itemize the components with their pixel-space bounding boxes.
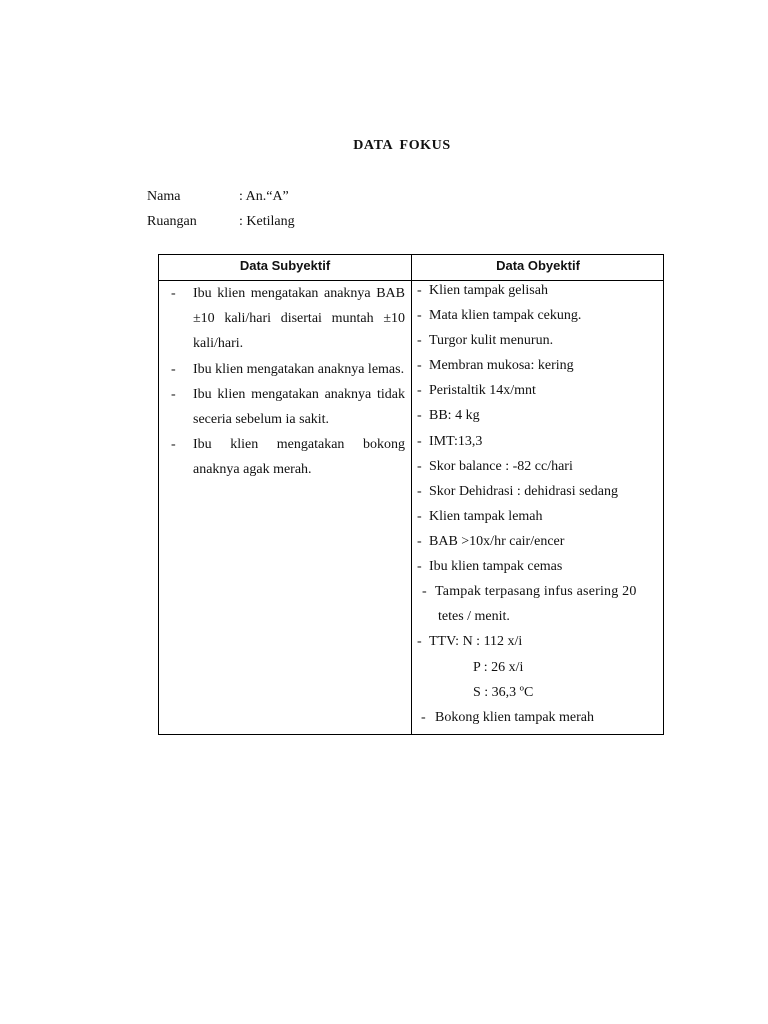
patient-room-label: Ruangan xyxy=(147,214,197,229)
objective-item xyxy=(417,433,482,451)
objective-text: Bokong klien tampak merah xyxy=(435,710,595,725)
bullet-dash: - xyxy=(171,361,176,377)
objective-text: P : 26 x/i xyxy=(473,660,524,675)
objective-item xyxy=(417,282,548,300)
header-objective: Data Obyektif xyxy=(496,258,580,273)
objective-item xyxy=(417,558,562,576)
bullet-dash: - xyxy=(417,634,422,649)
objective-text: BB: 4 kg xyxy=(429,408,480,423)
objective-text: Turgor kulit menurun. xyxy=(429,333,554,348)
bullet-dash: - xyxy=(417,459,422,474)
bullet-dash: - xyxy=(171,437,176,453)
objective-item xyxy=(417,508,543,526)
objective-text: tetes / menit. xyxy=(438,609,510,624)
bullet-dash: - xyxy=(417,333,422,348)
objective-text: Tampak terpasang infus asering 20 xyxy=(435,584,637,599)
column-divider xyxy=(411,255,412,734)
bullet-dash: - xyxy=(171,286,176,301)
bullet-dash: - xyxy=(417,534,422,549)
objective-text: Skor balance : -82 cc/hari xyxy=(429,459,573,474)
objective-text: IMT:13,3 xyxy=(429,434,483,449)
document-title: DATA FOKUS xyxy=(353,138,451,153)
objective-text: Klien tampak gelisah xyxy=(429,283,548,298)
vital-sign-pulse xyxy=(473,659,523,677)
bullet-dash: - xyxy=(417,434,422,449)
data-table xyxy=(158,254,664,735)
objective-item xyxy=(417,483,618,501)
bullet-dash: - xyxy=(417,283,422,298)
patient-name-label: Nama xyxy=(147,189,181,204)
bullet-dash: - xyxy=(422,584,427,599)
subjective-text: Ibu klien mengatakan anaknya tidak seceria sebelum ia sakit. xyxy=(193,386,405,428)
objective-item xyxy=(421,709,594,727)
subjective-item xyxy=(171,281,405,357)
bullet-dash: - xyxy=(421,710,426,725)
objective-text: Skor Dehidrasi : dehidrasi sedang xyxy=(429,484,618,499)
objective-text: Mata klien tampak cekung. xyxy=(429,308,582,323)
subjective-item xyxy=(171,432,405,482)
bullet-dash: - xyxy=(417,308,422,323)
objective-item xyxy=(417,533,564,551)
objective-item xyxy=(417,357,574,375)
objective-text: Klien tampak lemah xyxy=(429,509,543,524)
bullet-dash: - xyxy=(417,408,422,423)
objective-text: S : 36,3 ºC xyxy=(473,685,534,700)
bullet-dash: - xyxy=(417,358,422,373)
objective-text: TTV: N : 112 x/i xyxy=(429,634,523,649)
subjective-text: Ibu klien mengatakan anaknya lemas. xyxy=(193,361,405,377)
bullet-dash: - xyxy=(417,484,422,499)
bullet-dash: - xyxy=(171,386,176,402)
patient-room-row xyxy=(147,213,295,231)
patient-name-row xyxy=(147,188,289,206)
header-subjective: Data Subyektif xyxy=(239,258,331,273)
subjective-item xyxy=(171,382,405,432)
objective-text: BAB >10x/hr cair/encer xyxy=(429,534,565,549)
objective-item xyxy=(422,583,637,601)
subjective-text: Ibu klien mengatakan anaknya BAB ±10 kali/hari disertai muntah ±10 kali/hari. xyxy=(193,286,405,352)
subjective-item xyxy=(171,357,405,382)
objective-item xyxy=(417,633,522,651)
bullet-dash: - xyxy=(417,383,422,398)
objective-item xyxy=(417,332,553,350)
objective-item xyxy=(417,382,536,400)
objective-text: Membran mukosa: kering xyxy=(429,358,574,373)
objective-text: Ibu klien tampak cemas xyxy=(429,559,563,574)
objective-item-continuation xyxy=(438,608,510,626)
bullet-dash: - xyxy=(417,509,422,524)
objective-text: Peristaltik 14x/mnt xyxy=(429,383,536,398)
subjective-list xyxy=(171,281,405,483)
vital-sign-temperature xyxy=(473,684,533,702)
objective-item xyxy=(417,407,480,425)
objective-item xyxy=(417,307,581,325)
patient-name-value: : An.“A” xyxy=(239,189,289,204)
subjective-text: Ibu klien mengatakan bokong anaknya agak merah. xyxy=(193,437,405,478)
objective-item xyxy=(417,458,573,476)
bullet-dash: - xyxy=(417,559,422,574)
patient-room-value: : Ketilang xyxy=(239,214,295,229)
